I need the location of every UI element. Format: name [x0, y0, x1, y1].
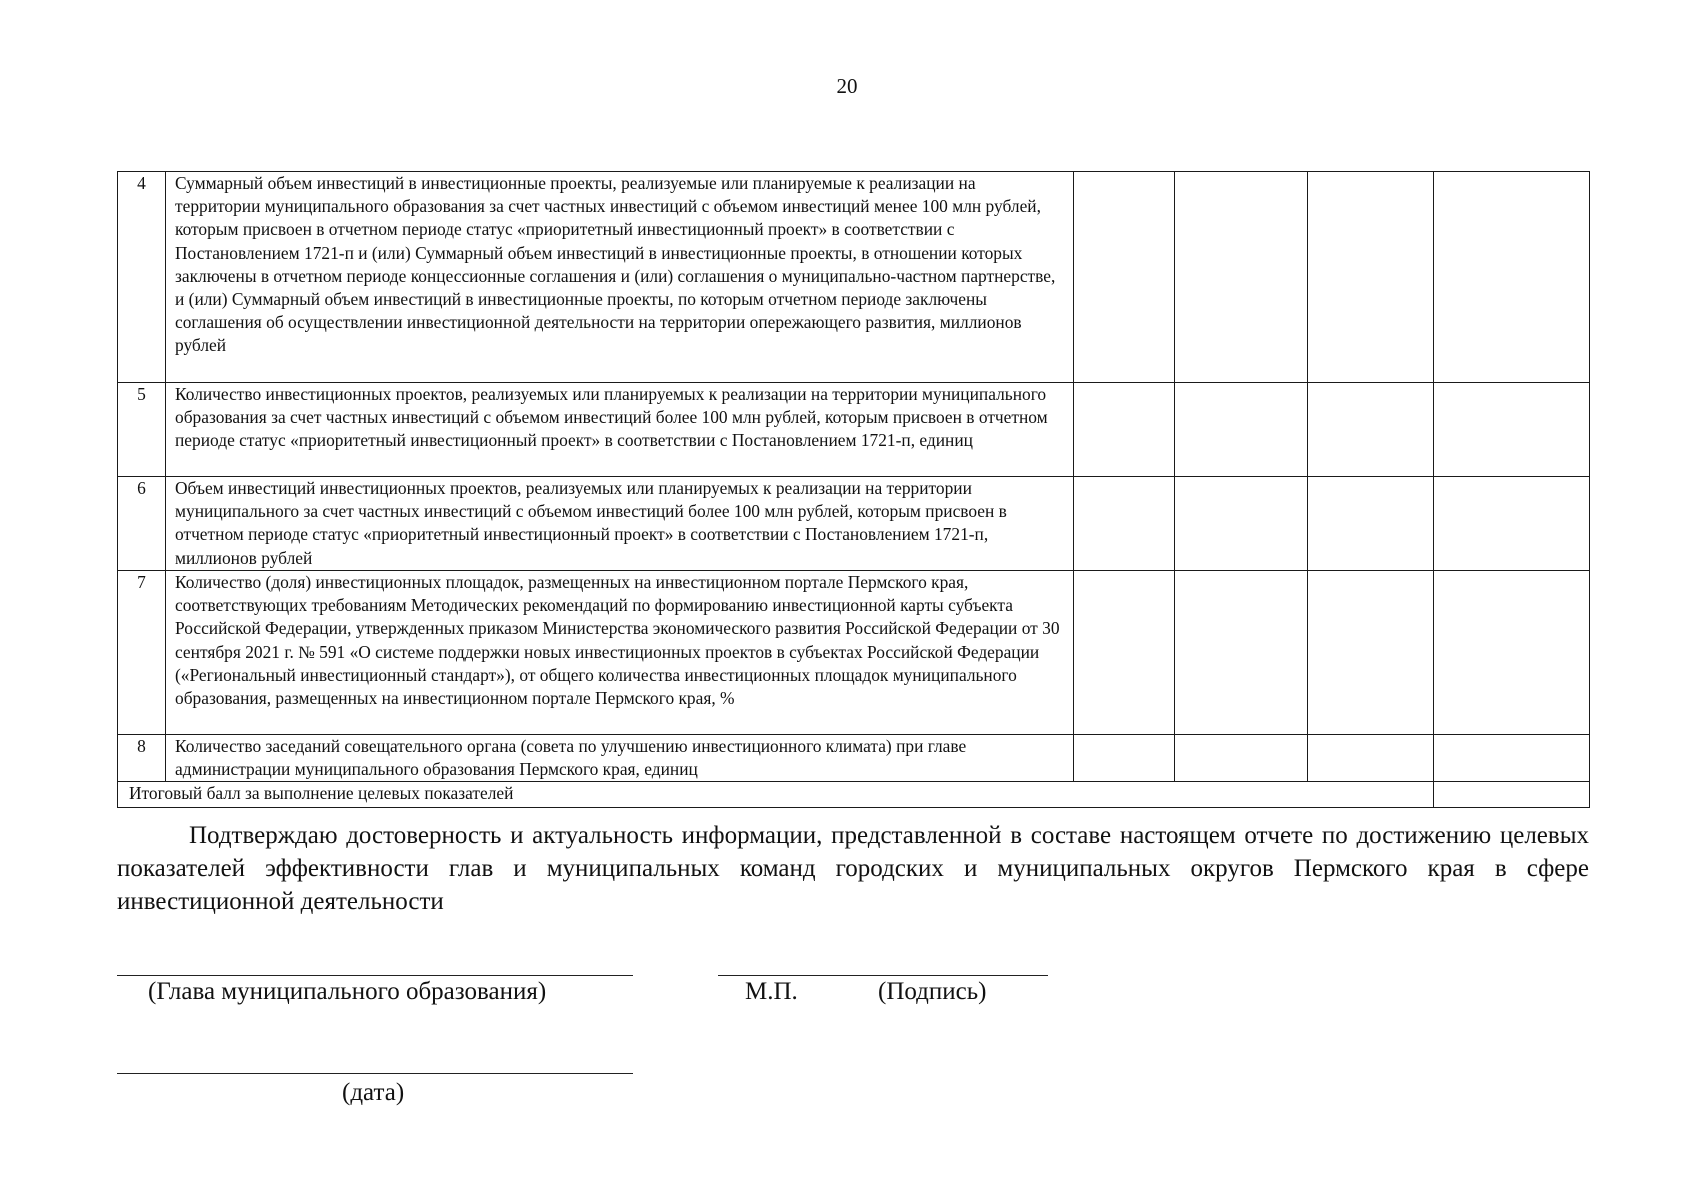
row-number: 7 — [118, 571, 166, 735]
table-cell — [1434, 172, 1590, 383]
row-number: 8 — [118, 735, 166, 782]
table-row — [118, 571, 1590, 735]
table-cell — [1074, 477, 1175, 571]
total-row — [118, 782, 1590, 808]
stamp-signature-line — [718, 975, 1048, 976]
table-row — [118, 383, 1590, 477]
stamp-label: М.П. — [745, 978, 798, 1005]
table-cell — [1175, 172, 1308, 383]
row-number: 5 — [118, 383, 166, 477]
table-row — [118, 172, 1590, 383]
table-row — [118, 735, 1590, 782]
table-cell — [1308, 571, 1434, 735]
row-description: Количество заседаний совещательного органа (совета по улучшению инвестиционного климата) при главе администрации муниципального образования Пермского края, единиц — [166, 735, 1074, 782]
row-description: Количество инвестиционных проектов, реализуемых или планируемых к реализации на территории муниципального образования за счет частных инвестиций с объемом инвестиций более 100 млн рублей, которым присвоен в отчетном периоде статус «приоритетный инвестиционный проект» в соответствии с Постановлением 1721-п, единиц — [166, 383, 1074, 477]
table-cell — [1434, 735, 1590, 782]
row-number: 6 — [118, 477, 166, 571]
confirmation-text: Подтверждаю достоверность и актуальность информации, представленной в составе настоящем отчете по достижению целевых показателей эффективности глав и муниципальных команд городских и муниципальных округов Пермского края в сфере инвестиционной деятельности — [117, 822, 1589, 915]
table-cell — [1434, 571, 1590, 735]
table-cell — [1074, 172, 1175, 383]
page-number: 20 — [836, 74, 858, 98]
table-cell — [1175, 735, 1308, 782]
signature-label: (Подпись) — [878, 978, 987, 1005]
row-description: Суммарный объем инвестиций в инвестиционные проекты, реализуемые или планируемые к реализации на территории муниципального образования за счет частных инвестиций с объемом инвестиций менее 100 млн рублей, которым присвоен в отчетном периоде статус «приоритетный инвестиционный проект» в соответствии с Постановлением 1721-п и (или) Суммарный объем инвестиций в инвестиционные проекты, в отношении которых заключены в отчетном периоде концессионные соглашения и (или) соглашения о муниципально-частном партнерстве, и (или) Суммарный объем инвестиций в инвестиционные проекты, по которым отчетном периоде заключены соглашения об осуществлении инвестиционной деятельности на территории опережающего развития, миллионов рублей — [166, 172, 1074, 383]
indicators-table — [117, 171, 1590, 808]
table-cell — [1308, 735, 1434, 782]
table-cell — [1308, 383, 1434, 477]
table-cell — [1175, 477, 1308, 571]
date-line — [117, 1073, 633, 1074]
table-cell — [1434, 383, 1590, 477]
date-label: (дата) — [342, 1079, 405, 1106]
table-cell — [1308, 477, 1434, 571]
table-cell — [1175, 571, 1308, 735]
head-signature-line — [117, 975, 633, 976]
confirmation-paragraph — [117, 819, 1589, 918]
table-cell — [1074, 735, 1175, 782]
row-description: Объем инвестиций инвестиционных проектов, реализуемых или планируемых к реализации на территории муниципального за счет частных инвестиций с объемом инвестиций более 100 млн рублей, которым присвоен в отчетном периоде статус «приоритетный инвестиционный проект» в соответствии с Постановлением 1721-п, миллионов рублей — [166, 477, 1074, 571]
row-description: Количество (доля) инвестиционных площадок, размещенных на инвестиционном портале Пермского края, соответствующих требованиям Методических рекомендаций по формированию инвестиционной карты субъекта Российской Федерации, утвержденных приказом Министерства экономического развития Российской Федерации от 30 сентября 2021 г. № 591 «О системе поддержки новых инвестиционных проектов в субъектах Российской Федерации («Региональный инвестиционный стандарт»), от общего количества инвестиционных площадок муниципального образования, размещенных на инвестиционном портале Пермского края, % — [166, 571, 1074, 735]
table-cell — [1434, 477, 1590, 571]
table-cell — [1074, 383, 1175, 477]
table-cell — [1308, 172, 1434, 383]
table-row — [118, 477, 1590, 571]
row-number: 4 — [118, 172, 166, 383]
total-score-cell — [1434, 782, 1590, 808]
total-label: Итоговый балл за выполнение целевых показателей — [118, 782, 1434, 808]
table-cell — [1074, 571, 1175, 735]
table-cell — [1175, 383, 1308, 477]
head-label: (Глава муниципального образования) — [148, 978, 547, 1005]
